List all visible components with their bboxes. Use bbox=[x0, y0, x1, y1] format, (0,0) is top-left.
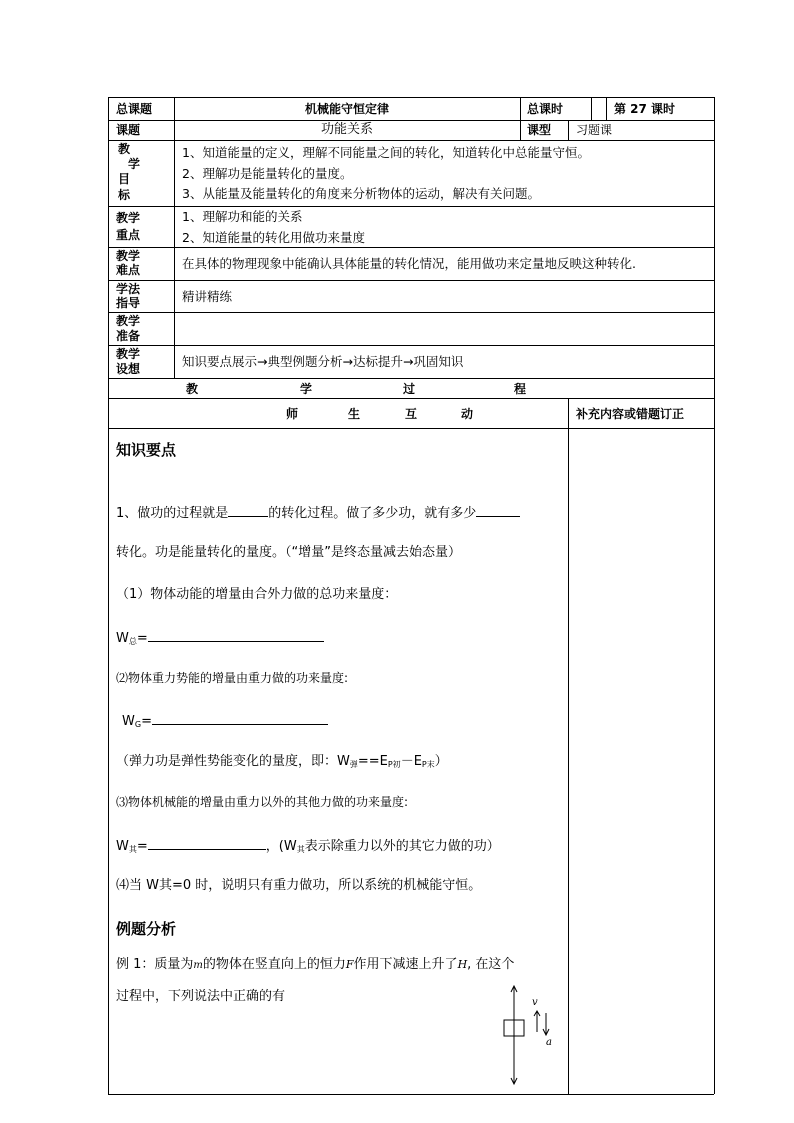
grid-line bbox=[108, 312, 714, 313]
method-text: 精讲精练 bbox=[182, 289, 233, 304]
w-total-formula bbox=[116, 629, 324, 650]
formula-subscript: 其 bbox=[296, 845, 305, 854]
total-topic-value: 机械能守恒定律 bbox=[304, 102, 389, 116]
formula-subscript: 其 bbox=[128, 845, 137, 854]
grid-line bbox=[108, 345, 714, 346]
example-text: 过程中，下列说法中正确的有 bbox=[116, 989, 286, 1004]
fill-blank bbox=[228, 504, 268, 517]
formula-subscript: G bbox=[134, 720, 142, 729]
difficulties-text: 在具体的物理现象中能确认具体能量的转化情况，能用做功来定量地反映这种转化. bbox=[182, 256, 636, 271]
formula-symbol: W bbox=[116, 631, 129, 646]
formula-symbol: = bbox=[136, 631, 148, 646]
grid-line bbox=[108, 247, 714, 248]
example-variable: H bbox=[457, 958, 468, 971]
process-header-char: 程 bbox=[514, 382, 527, 396]
lesson-type-value: 习题课 bbox=[576, 123, 613, 137]
interaction-header-char: 生 bbox=[348, 407, 361, 421]
wg-formula bbox=[122, 712, 328, 733]
objectives-label-4: 标 bbox=[118, 188, 131, 202]
examples-heading: 例题分析 bbox=[116, 920, 177, 938]
grid-line bbox=[108, 1094, 714, 1095]
example-variable: m bbox=[193, 960, 203, 971]
grid-line bbox=[108, 97, 714, 98]
example-variable: F bbox=[345, 958, 354, 971]
grid-line bbox=[591, 97, 592, 120]
grid-line bbox=[714, 97, 715, 1094]
objectives-label-3: 目 bbox=[118, 172, 131, 186]
grid-line bbox=[520, 97, 521, 140]
interaction-header-char: 动 bbox=[461, 407, 474, 421]
method-label-2: 指导 bbox=[116, 296, 141, 310]
velocity-label: v bbox=[532, 997, 538, 1008]
topic-label: 课题 bbox=[116, 123, 141, 137]
elastic-note bbox=[116, 754, 448, 773]
grid-line bbox=[108, 398, 714, 399]
objective-item: 2、理解功是能量转化的量度。 bbox=[182, 166, 353, 181]
note-text: ，(W bbox=[265, 839, 297, 854]
process-header-char: 学 bbox=[300, 382, 313, 396]
force-diagram bbox=[498, 983, 562, 1087]
fill-blank bbox=[152, 712, 328, 725]
objective-item: 3、从能量及能量转化的角度来分析物体的运动，解决有关问题。 bbox=[182, 186, 540, 201]
grid-line bbox=[108, 280, 714, 281]
example-text: , 在这个 bbox=[467, 957, 515, 972]
note-text: 表示除重力以外的其它力做的功） bbox=[304, 839, 500, 854]
formula-subscript: P初 bbox=[387, 760, 401, 769]
objective-item: 1、知道能量的定义，理解不同能量之间的转化，知道转化中总能量守恒。 bbox=[182, 145, 590, 160]
fill-blank bbox=[476, 504, 520, 517]
process-header-char: 教 bbox=[186, 382, 199, 396]
design-label-2: 设想 bbox=[116, 362, 141, 376]
interaction-header-char: 互 bbox=[405, 407, 418, 421]
example-text: 例 1：质量为 bbox=[116, 957, 194, 972]
total-hours-label: 总课时 bbox=[527, 102, 564, 116]
grid-line bbox=[174, 97, 175, 378]
grid-line bbox=[108, 378, 714, 379]
side-column-header: 补充内容或错题订正 bbox=[576, 407, 685, 421]
lesson-number: 第 27 课时 bbox=[614, 102, 676, 116]
key-point-item: 2、知道能量的转化用做功来量度 bbox=[182, 230, 365, 245]
acceleration-label: a bbox=[546, 1037, 552, 1048]
knowledge-text: 1、做功的过程就是 bbox=[116, 506, 229, 521]
example-text: 的物体在竖直向上的恒力 bbox=[202, 957, 346, 972]
note-text: －E bbox=[400, 754, 422, 769]
formula-subscript: 总 bbox=[128, 637, 137, 646]
grid-line bbox=[568, 120, 569, 140]
preparation-label-1: 教学 bbox=[116, 314, 141, 328]
grid-line bbox=[108, 140, 714, 141]
note-text: ==E bbox=[357, 754, 388, 769]
key-points-label-1: 教学 bbox=[116, 211, 141, 225]
key-point-item: 1、理解功和能的关系 bbox=[182, 209, 303, 224]
key-points-label-2: 重点 bbox=[116, 228, 141, 242]
knowledge-text: 转化。功是能量转化的量度。（“增量”是终态量减去始态量） bbox=[116, 545, 461, 560]
grid-line bbox=[568, 398, 569, 1094]
knowledge-text: ⑷当 W其=0 时，说明只有重力做功，所以系统的机械能守恒。 bbox=[116, 878, 482, 893]
lesson-type-label: 课型 bbox=[527, 123, 552, 137]
process-header-char: 过 bbox=[403, 382, 416, 396]
note-text: ） bbox=[434, 754, 448, 769]
difficulties-label-1: 教学 bbox=[116, 249, 141, 263]
knowledge-heading: 知识要点 bbox=[116, 441, 177, 459]
topic-value: 功能关系 bbox=[320, 122, 373, 137]
knowledge-text: 的转化过程。做了多少功，就有多少 bbox=[268, 506, 477, 521]
preparation-label-2: 准备 bbox=[116, 329, 141, 343]
note-text: （弹力功是弹性势能变化的量度，即：W bbox=[116, 754, 350, 769]
formula-subscript: 弹 bbox=[349, 760, 358, 769]
example-1-text bbox=[116, 957, 514, 974]
grid-line bbox=[108, 120, 714, 121]
grid-line bbox=[108, 428, 714, 429]
objectives-label-1: 教 bbox=[118, 142, 131, 156]
fill-blank bbox=[148, 629, 324, 642]
grid-line bbox=[108, 206, 714, 207]
example-text: 作用下减速上升了 bbox=[353, 957, 458, 972]
interaction-header-char: 师 bbox=[286, 407, 299, 421]
total-topic-label: 总课题 bbox=[116, 102, 153, 116]
objectives-label-2: 学 bbox=[128, 157, 141, 171]
fill-blank bbox=[148, 837, 266, 850]
wother-formula bbox=[116, 837, 500, 858]
formula-symbol: W bbox=[116, 839, 129, 854]
grid-line bbox=[606, 97, 607, 120]
design-text: 知识要点展示→典型例题分析→达标提升→巩固知识 bbox=[182, 354, 464, 369]
formula-symbol: = bbox=[136, 839, 148, 854]
design-label-1: 教学 bbox=[116, 347, 141, 361]
formula-symbol: W bbox=[122, 714, 135, 729]
method-label-1: 学法 bbox=[116, 282, 141, 296]
knowledge-text: （1）物体动能的增量由合外力做的总功来量度： bbox=[116, 587, 398, 602]
knowledge-text: ⑵物体重力势能的增量由重力做的功来量度: bbox=[116, 671, 349, 685]
knowledge-text: ⑶物体机械能的增量由重力以外的其他力做的功来量度: bbox=[116, 795, 409, 809]
knowledge-point-1 bbox=[116, 504, 520, 522]
formula-symbol: = bbox=[141, 714, 152, 729]
difficulties-label-2: 难点 bbox=[116, 263, 141, 277]
formula-subscript: P末 bbox=[421, 760, 435, 769]
grid-line bbox=[108, 97, 109, 1094]
